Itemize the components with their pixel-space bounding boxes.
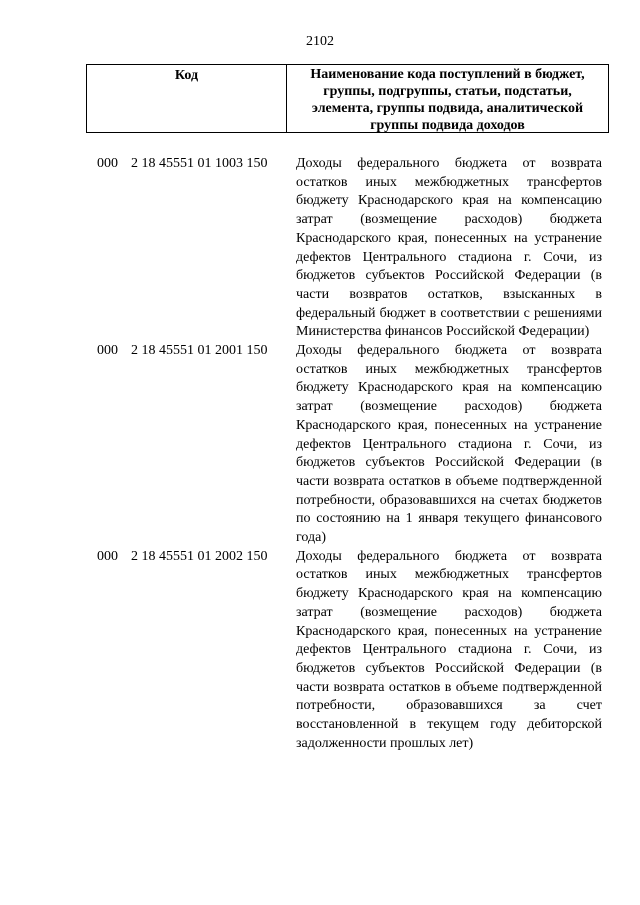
admin-code: 000	[97, 156, 118, 171]
admin-code: 000	[97, 548, 118, 564]
table-row	[0, 155, 640, 342]
table-header	[86, 64, 609, 133]
income-code: 2 18 45551 01 2002 150	[131, 548, 268, 564]
income-code-list	[0, 155, 640, 754]
admin-code: 000	[97, 343, 118, 359]
header-code-column: Код	[87, 65, 287, 132]
income-description: Доходы федерального бюджета от возврата остатков иных межбюджетных трансфертов бюджету Краснодарского края на компенсацию затрат (возмещение расходов) бюджета Краснодарского края, понесенных на устранение дефектов Центрального стадиона г. Сочи, из бюджетов субъектов Российской Федерации (в части возвратов остатков, взысканных в федеральный бюджет в соответствии с решениями Министерства финансов Российской Федерации)	[296, 156, 602, 340]
header-name-column: Наименование кода поступлений в бюджет, группы, подгруппы, статьи, подстатьи, элемента, группы подвида, аналитической группы подвида доходов	[310, 67, 585, 133]
income-description: Доходы федерального бюджета от возврата остатков иных межбюджетных трансфертов бюджету Краснодарского края на компенсацию затрат (возмещение расходов) бюджета Краснодарского края, понесенных на устранение дефектов Центрального стадиона г. Сочи, из бюджетов субъектов Российской Федерации (в части возврата остатков в объеме подтвержденной потребности, образовавшихся на счетах бюджетов по состоянию на 1 января текущего финансового года)	[296, 343, 602, 546]
table-row	[0, 548, 640, 754]
income-code: 2 18 45551 01 2001 150	[131, 343, 268, 359]
page-number: 2102	[306, 34, 334, 49]
income-description: Доходы федерального бюджета от возврата остатков иных межбюджетных трансфертов бюджету Краснодарского края на компенсацию затрат (возмещение расходов) бюджета Краснодарского края, понесенных на устранение дефектов Центрального стадиона г. Сочи, из бюджетов субъектов Российской Федерации (в части возврата остатков в объеме подтвержденной потребности, образовавшихся за счет восстановленной в текущем году дебиторской задолженности прошлых лет)	[296, 548, 602, 751]
income-code: 2 18 45551 01 1003 150	[131, 156, 268, 171]
table-row	[0, 342, 640, 548]
